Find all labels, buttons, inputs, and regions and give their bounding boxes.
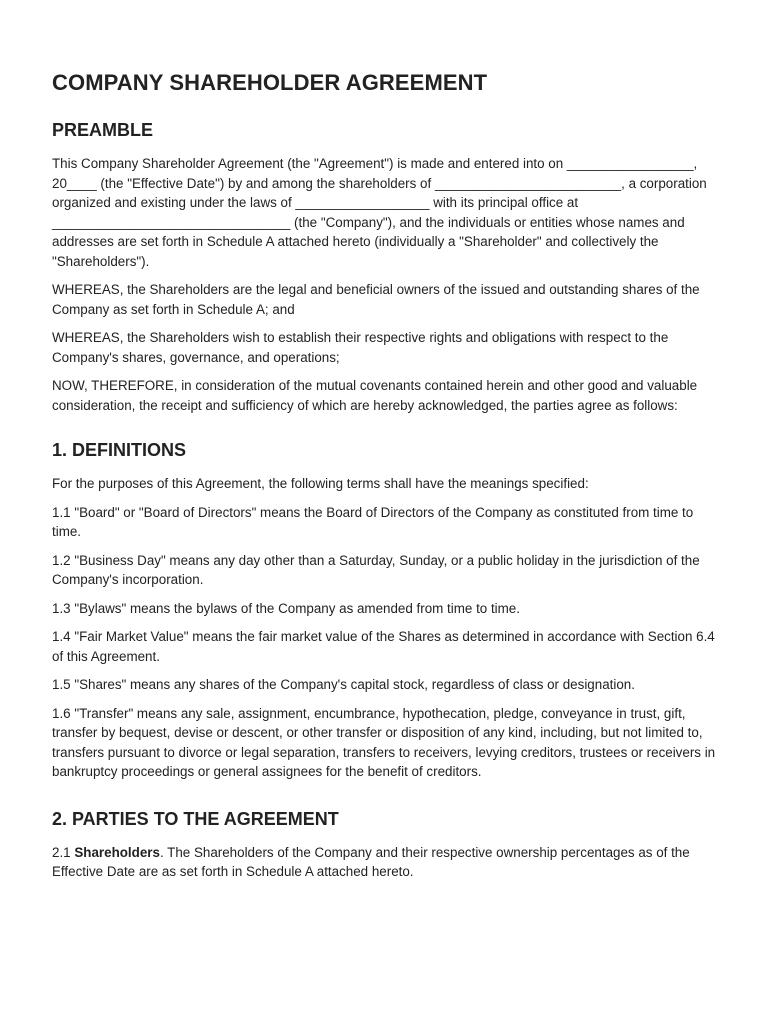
- definition-item-board: 1.1 "Board" or "Board of Directors" means the Board of Directors of the Company as constituted from time to time.: [52, 504, 694, 539]
- parties-item-text: . The Shareholders of the Company and their respective ownership percentages as of the Effective Date are as set forth in Schedule A attached hereto.: [52, 844, 690, 879]
- preamble-paragraph: This Company Shareholder Agreement (the "Agreement") is made and entered into on _________________, 20____ (the "Effective Date") by and among the shareholders of _________________________, a corporation organized and existing under the laws of __________________ with its principal office at ________________________________ (the "Company"), and the individuals or entities whose names and addresses are set forth in Schedule A attached hereto (individually a "Shareholder" and collectively the "Shareholders").: [52, 156, 707, 269]
- whereas-paragraph-1: WHEREAS, the Shareholders are the legal and beneficial owners of the issued and outstanding shares of the Company as set forth in Schedule A; and: [52, 282, 700, 317]
- preamble-heading: PREAMBLE: [52, 120, 154, 140]
- whereas-paragraph-2: WHEREAS, the Shareholders wish to establish their respective rights and obligations with respect to the Company's shares, governance, and operations;: [52, 330, 669, 365]
- definition-item-transfer: 1.6 "Transfer" means any sale, assignment, encumbrance, hypothecation, pledge, conveyance in trust, gift, transfer by bequest, devise or descent, or other transfer or disposition of any kind, including, but not limited to, transfers pursuant to divorce or legal separation, transfers to receivers, levying creditors, trustees or receivers in bankruptcy proceedings or general assignees for the benefit of creditors.: [52, 705, 716, 779]
- now-therefore-paragraph: NOW, THEREFORE, in consideration of the mutual covenants contained herein and other good and valuable consideration, the receipt and sufficiency of which are hereby acknowledged, the parties agree as follows:: [52, 378, 698, 413]
- document-page: [52, 68, 722, 891]
- parties-heading: 2. PARTIES TO THE AGREEMENT: [52, 808, 339, 829]
- parties-item-number: 2.1: [52, 844, 71, 860]
- definition-item-shares: 1.5 "Shares" means any shares of the Company's capital stock, regardless of class or designation.: [52, 677, 635, 692]
- definition-item-bylaws: 1.3 "Bylaws" means the bylaws of the Company as amended from time to time.: [52, 600, 520, 616]
- document-title: COMPANY SHAREHOLDER AGREEMENT: [52, 70, 488, 95]
- definition-item-fair-market-value: 1.4 "Fair Market Value" means the fair market value of the Shares as determined in accordance with Section 6.4 of this Agreement.: [52, 629, 715, 664]
- parties-item-shareholders: [52, 843, 722, 882]
- definition-item-business-day: 1.2 "Business Day" means any day other than a Saturday, Sunday, or a public holiday in the jurisdiction of the Company's incorporation.: [52, 552, 700, 587]
- definitions-intro: For the purposes of this Agreement, the following terms shall have the meanings specified:: [52, 476, 589, 491]
- parties-item-term: Shareholders: [74, 844, 160, 860]
- definitions-heading: 1. DEFINITIONS: [52, 440, 187, 460]
